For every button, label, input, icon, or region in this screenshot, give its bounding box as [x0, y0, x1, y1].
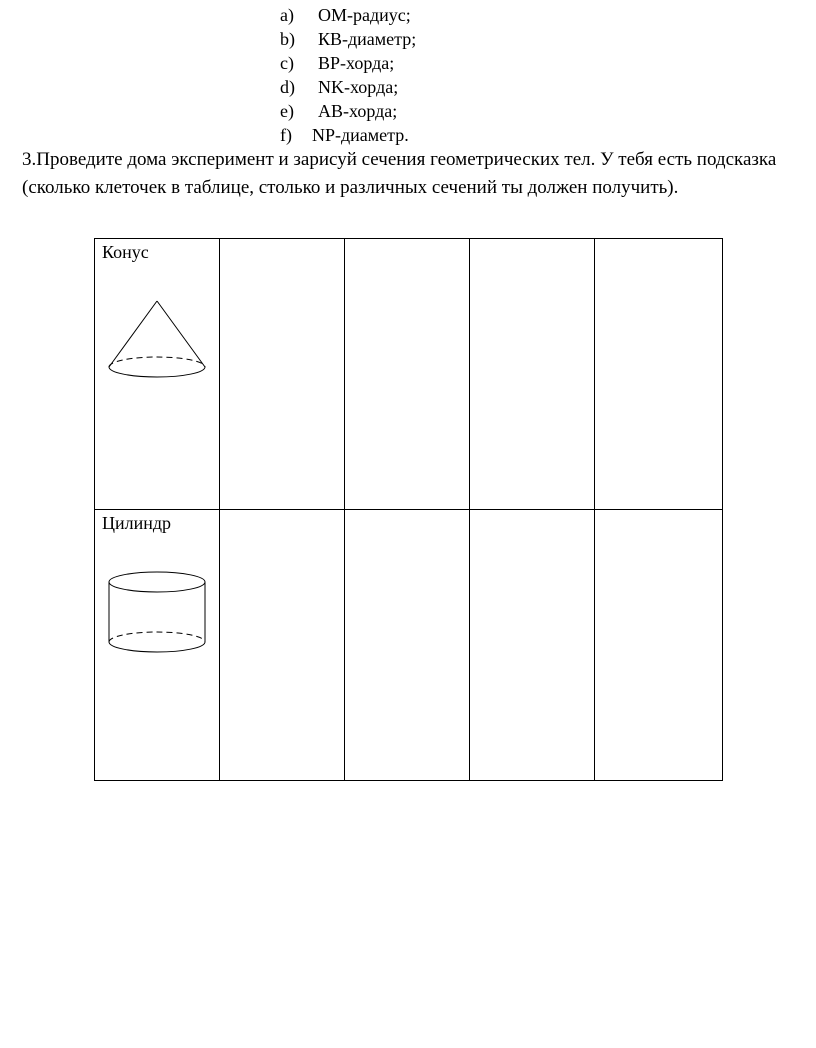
list-item-text: ОМ-радиус;	[318, 5, 411, 25]
list-item	[280, 3, 416, 27]
list-item-text: NP-диаметр.	[312, 125, 409, 145]
list-item	[280, 75, 416, 99]
row-label-cone: Конус	[102, 242, 149, 262]
answer-cell[interactable]	[220, 239, 345, 510]
answer-cell[interactable]	[345, 510, 470, 781]
list-item	[280, 27, 416, 51]
list-item	[280, 99, 416, 123]
answer-cell[interactable]	[595, 239, 723, 510]
list-marker: d)	[280, 77, 295, 97]
list-item-text: АВ-хорда;	[318, 101, 398, 121]
sections-table	[94, 238, 723, 781]
task-paragraph: 3.Проведите дома эксперимент и зарисуй сечения геометрических тел. У тебя есть подсказка (сколько клеточек в таблице, столько и различных сечений ты должен получить).	[22, 149, 777, 198]
table-row-cylinder	[95, 510, 723, 781]
answer-cell[interactable]	[220, 510, 345, 781]
cylinder-label-cell	[95, 510, 220, 781]
list-item-text: КВ-диаметр;	[318, 29, 417, 49]
table-row-cone	[95, 239, 723, 510]
cone-label-cell	[95, 239, 220, 510]
list-marker: a)	[280, 5, 294, 25]
list-item-text: NK-хорда;	[318, 77, 399, 97]
list-marker: c)	[280, 53, 294, 73]
list-item-text: ВР-хорда;	[318, 53, 395, 73]
list-marker: e)	[280, 101, 294, 121]
list-item	[280, 123, 416, 147]
answer-cell[interactable]	[470, 510, 595, 781]
answer-cell[interactable]	[345, 239, 470, 510]
list-item	[280, 51, 416, 75]
list-marker: f)	[280, 125, 292, 145]
row-label-cylinder: Цилиндр	[102, 513, 172, 533]
answer-cell[interactable]	[595, 510, 723, 781]
list-marker: b)	[280, 29, 295, 49]
answer-cell[interactable]	[470, 239, 595, 510]
cone-figure	[105, 299, 210, 384]
cylinder-figure	[105, 568, 210, 663]
answer-list	[280, 3, 416, 147]
